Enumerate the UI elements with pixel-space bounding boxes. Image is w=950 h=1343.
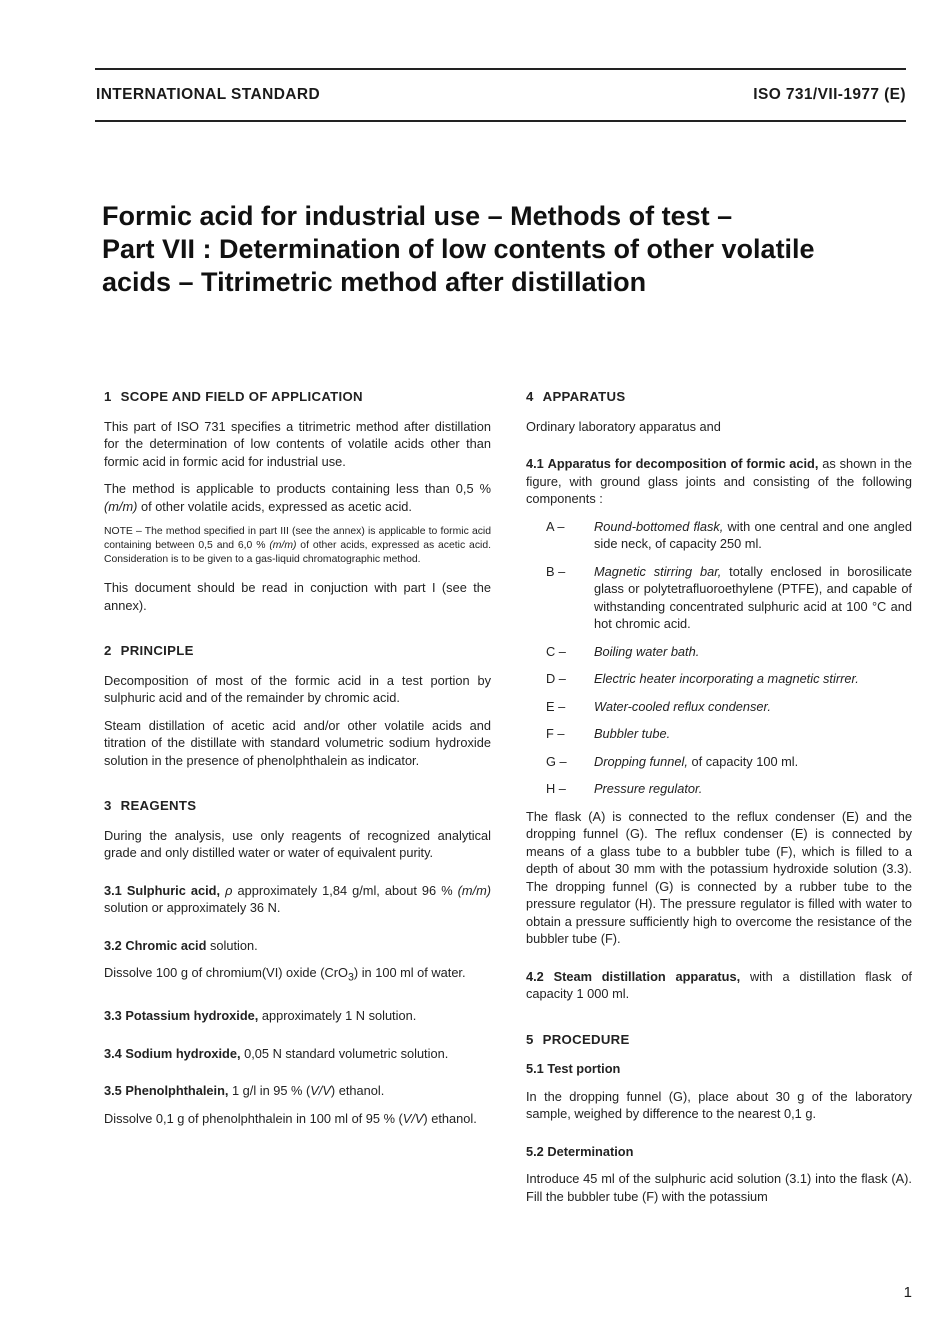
header-document-id: ISO 731/VII-1977 (E)	[753, 86, 906, 103]
component-letter: E –	[546, 698, 566, 714]
principle-paragraph-1: Decomposition of most of the formic acid in a test portion by sulphuric acid and of the remainder by chromic acid.	[104, 672, 491, 705]
component-letter: A –	[546, 518, 565, 534]
test-portion-paragraph: In the dropping funnel (G), place about 30 g of the laboratory sample, weighed by difference to the nearest 0,1 g.	[526, 1088, 912, 1121]
component-description: Dropping funnel, of capacity 100 ml.	[594, 753, 799, 769]
component-item	[546, 563, 912, 633]
scope-paragraph: This part of ISO 731 specifies a titrimetric method after distillation for the determination of low contents of volatile acids other than formic acid in formic acid for industrial use.	[104, 418, 491, 469]
apparatus-description: The flask (A) is connected to the reflux condenser (E) and the dropping funnel (G). The reflux condenser (E) is connected by means of a glass tube to a bubbler tube (F), which is filled to a depth of about 30 mm with the potassium hydroxide solution (3.3). The dropping funnel (G) is connected by a rubber tube to the pressure regulator (H). The pressure regulator is filled with water to obtain a pressure sufficiently high to overcome the resistance of the bubbler tube (F).	[526, 808, 912, 946]
component-letter: B –	[546, 563, 566, 579]
reagent-3-2-description: Dissolve 100 g of chromium(VI) oxide (CrO$_3$) in 100 ml of water.	[104, 965, 466, 984]
section-4-heading: 4 APPARATUS	[526, 389, 626, 404]
title-line-3: acids – Titrimetric method after distillation	[102, 267, 647, 297]
right-column	[526, 388, 912, 1215]
reagent-3-1: 3.1 Sulphuric acid, ρ approximately 1,84 g/ml, about 96 % (m/m) solution or approximately 36 N.	[104, 882, 492, 915]
apparatus-4-2: 4.2 Steam distillation apparatus, with a distillation flask of capacity 1 000 ml.	[526, 968, 912, 1001]
left-column	[104, 388, 491, 1137]
component-description: Water-cooled reflux condenser.	[594, 698, 771, 714]
component-item	[546, 698, 912, 716]
page-number: 1	[903, 1284, 912, 1301]
applicability-paragraph: The method is applicable to products containing less than 0,5 % (m/m) of other volatile acids, expressed as acetic acid.	[104, 481, 491, 514]
component-letter: C –	[546, 643, 566, 659]
component-letter: D –	[546, 671, 566, 686]
title-line-1: Formic acid for industrial use – Methods of test –	[102, 201, 733, 231]
component-description: Electric heater incorporating a magnetic stirrer.	[594, 671, 859, 686]
title-line-2: Part VII : Determination of low contents of other volatile	[102, 234, 815, 264]
section-1-heading: 1 SCOPE AND FIELD OF APPLICATION	[104, 389, 363, 404]
component-letter: H –	[546, 781, 566, 796]
component-item	[546, 670, 912, 688]
header-standard-type: INTERNATIONAL STANDARD	[96, 86, 321, 103]
component-item	[546, 780, 912, 798]
reagent-3-5-description: Dissolve 0,1 g of phenolphthalein in 100 ml of 95 % (V/V) ethanol.	[104, 1110, 477, 1126]
component-list	[526, 518, 912, 798]
component-letter: G –	[546, 753, 567, 769]
reagents-intro: During the analysis, use only reagents of recognized analytical grade and only distilled water or water of equivalent purity.	[104, 827, 491, 860]
component-letter: F –	[546, 726, 565, 741]
reagent-3-3: 3.3 Potassium hydroxide, approximately 1 N solution.	[104, 1008, 417, 1024]
component-item	[546, 725, 912, 743]
principle-paragraph-2: Steam distillation of acetic acid and/or other volatile acids and titration of the distillate with standard volumetric sodium hydroxide solution in the presence of phenolphthalein as indicator.	[104, 717, 491, 768]
component-description: Boiling water bath.	[594, 643, 700, 659]
top-rule	[95, 68, 906, 70]
component-description: Magnetic stirring bar, totally enclosed in borosilicate glass or polytetrafluoroethylene (PTFE), and capable of withstanding concentrated sulphuric acid at 100 °C and hot chromic acid.	[594, 563, 912, 631]
section-5-heading: 5 PROCEDURE	[526, 1031, 630, 1047]
subsection-5-2-heading: 5.2 Determination	[526, 1143, 634, 1159]
page-title	[102, 200, 902, 299]
header-rule	[95, 120, 906, 122]
conjunction-paragraph: This document should be read in conjuction with part I (see the annex).	[104, 580, 491, 613]
section-3-heading: 3 REAGENTS	[104, 798, 197, 813]
apparatus-4-1: 4.1 Apparatus for decomposition of formic acid, as shown in the figure, with ground glass joints and consisting of the following components :	[526, 456, 912, 506]
reagent-3-4: 3.4 Sodium hydroxide, 0,05 N standard volumetric solution.	[104, 1045, 449, 1061]
section-2-heading: 2 PRINCIPLE	[104, 643, 194, 658]
component-description: Bubbler tube.	[594, 726, 671, 741]
component-description: Pressure regulator.	[594, 781, 703, 796]
reagent-3-2: 3.2 Chromic acid solution.	[104, 937, 258, 953]
apparatus-intro: Ordinary laboratory apparatus and	[526, 418, 721, 434]
subsection-5-1-heading: 5.1 Test portion	[526, 1061, 621, 1076]
component-item	[546, 753, 912, 771]
component-description: Round-bottomed flask, with one central and one angled side neck, of capacity 250 ml.	[594, 518, 912, 551]
reagent-3-5: 3.5 Phenolphthalein, 1 g/l in 95 % (V/V) ethanol.	[104, 1083, 385, 1099]
determination-paragraph: Introduce 45 ml of the sulphuric acid solution (3.1) into the flask (A). Fill the bubbler tube (F) with the potassium	[526, 1171, 912, 1204]
note: NOTE – The method specified in part III (see the annex) is applicable to formic acid containing between 0,5 and 6,0 % (m/m) of other acids, expressed as acetic acid. Consideration is to be given to a gas-liquid chromatographic method.	[104, 526, 491, 565]
component-item	[546, 518, 912, 553]
component-item	[546, 643, 912, 661]
